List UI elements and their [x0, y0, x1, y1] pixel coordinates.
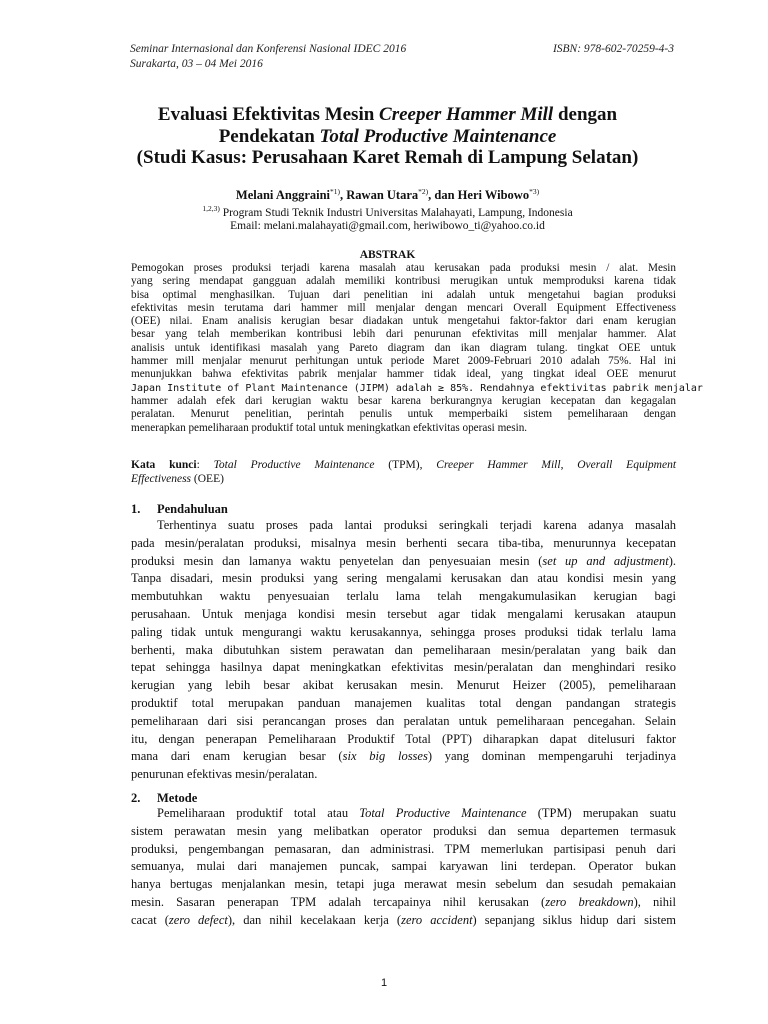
abstract-line: bisa optimal menghasilkan. Tujuan dari penelitian ini adalah untuk mengetahui bagian produksi: [131, 288, 676, 301]
author-superscript: *3): [529, 187, 540, 196]
title-text: dengan: [553, 104, 618, 125]
conference-location-date: Surakarta, 03 – 04 Mei 2016: [130, 58, 263, 70]
body-italic-text: Total Productive Maintenance: [359, 806, 527, 820]
body-line: kerugian yang lebih besar akibat kerusakan mesin. Menurut Heizer (2005), pemeliharaan: [131, 678, 676, 693]
keyword: Effectiveness: [131, 473, 192, 485]
page-number: 1: [380, 977, 388, 989]
section-body-metode: [131, 805, 676, 930]
affiliation-text: Program Studi Teknik Industri Universitas Malahayati, Lampung, Indonesia: [219, 206, 573, 219]
body-line: membutuhkan waktu penyesuaian terlalu lama telah mengakumulasikan kerugian bagi: [131, 589, 676, 604]
body-line: pemeliharaan dari sisi perancangan proses dan peralatan untuk pemeliharaan pencegahan. Selain: [131, 713, 676, 728]
keyword: Total Productive Maintenance: [213, 459, 375, 471]
body-line: penurunan efektivas mesin/peralatan.: [131, 767, 318, 782]
body-line: pada mesin/peralatan produksi, misalnya mesin berhenti secara tiba-tiba, menurunnya kecepatan: [131, 535, 676, 550]
keywords-label: Kata kunci: [131, 459, 197, 471]
body-text: Pemeliharaan produktif total atau: [157, 806, 360, 820]
keywords-line: [131, 458, 676, 472]
abstract-line: analisis untuk identifikasi masalah yang Pareto diagram dan ikan diagram tulang. tingkat OEE untuk: [131, 341, 676, 354]
abstract-line: besar yang telah memberikan kontribusi lebih dari penurunan efektivitas mill menjalar hammer. Alat: [131, 328, 676, 341]
body-italic-text: six big losses: [342, 749, 428, 764]
keywords-text: ,: [560, 459, 578, 471]
body-text: ) yang dominan mempengaruhi terjadinya: [427, 749, 677, 764]
author-affiliation: [110, 202, 665, 220]
section-title: Pendahuluan: [157, 502, 228, 516]
body-text: ), dan nihil kecelakaan kerja (: [227, 912, 402, 927]
section-title: Metode: [157, 791, 198, 805]
section-number: 1.: [131, 502, 141, 516]
body-text: cacat (: [131, 912, 169, 927]
abstract-line: yang sering mendapat gangguan adalah memiliki kontribusi merugikan untuk memproduksi karena tidak: [131, 275, 676, 288]
title-text: Pendekatan: [218, 125, 320, 147]
isbn: ISBN: 978-602-70259-4-3: [552, 43, 674, 55]
body-line: hanya bertugas menjalankan mesin, tetapi juga merawat mesin sebelum dan sesudah pemakaian: [131, 877, 676, 892]
abstract-line: hammer adalah efek dari kerugian waktu besar karena berkurangnya kerugian kecepatan dan kegagalan: [131, 394, 676, 407]
body-line: tepat sehingga hasilnya dapat meningkatkan efektivitas mesin/peralatan dan menghindari resiko: [131, 660, 676, 675]
keywords: [131, 458, 676, 486]
keywords-text: (TPM),: [374, 459, 437, 471]
abstract-body: [131, 262, 703, 435]
body-line: produksi, pengembangan pemasaran, dan administrasi. TPM memerlukan partisipasi penuh dari: [131, 841, 676, 856]
body-line: semuanya, mulai dari manajemen puncak, sampai karyawan lini terdepan. Operator bukan: [131, 859, 676, 874]
body-italic-text: set up and adjustment: [542, 553, 669, 568]
section-body-pendahuluan: [131, 517, 676, 784]
body-line: [131, 805, 676, 823]
title-italic-text: Creeper Hammer Mill: [379, 104, 554, 125]
body-line: Tanpa disadari, mesin produksi yang sering mengalami kerusakan dan atau kondisi mesin yang: [131, 571, 676, 586]
keywords-line: [131, 472, 676, 486]
body-text: (TPM) merupakan suatu: [526, 806, 676, 820]
conference-name: Seminar Internasional dan Konferensi Nasional IDEC 2016: [130, 43, 407, 55]
title-line-2: [110, 126, 665, 148]
title-line-1: [110, 104, 665, 126]
section-heading-metode: [131, 791, 197, 806]
body-line: sistem perawatan mesin yang melibatkan operator produksi dan semua departemen termasuk: [131, 823, 676, 838]
author-superscript: *1): [330, 187, 341, 196]
title-italic-text: Total Productive Maintenance: [319, 125, 557, 147]
body-line: berhenti, maka dibutuhkan sistem perawatan dan pemeliharaan mesin/peralatan yang baik dan: [131, 642, 676, 657]
body-italic-text: zero breakdown: [545, 894, 634, 909]
abstract-line: efektivitas mesin terutama dari hammer mill menjalar dengan mencari Overall Equipment Effectiveness: [131, 301, 676, 314]
body-line: Terhentinya suatu proses pada lantai produksi seringkali terjadi karena adanya masalah: [157, 518, 676, 532]
body-italic-text: zero accident: [401, 912, 473, 927]
body-text: ).: [668, 553, 676, 568]
author-list: [110, 184, 665, 203]
abstract-line: Pemogokan proses produksi terjadi karena masalah atau kerusakan pada produksi mesin / alat. Mesin: [131, 262, 676, 274]
abstract-line: menunjukkan bahwa efektivitas pabrik menjalar hammer tidak ideal, yang tingkat ideal OEE menurut: [131, 368, 676, 381]
body-line: [131, 912, 676, 930]
title-text: Evaluasi Efektivitas Mesin: [157, 104, 380, 125]
abstract-heading: ABSTRAK: [359, 249, 416, 261]
body-line: [131, 894, 676, 912]
affiliation-superscript: 1,2,3): [202, 204, 220, 213]
body-italic-text: zero defect: [168, 912, 228, 927]
body-line: perusahaan. Untuk menjaga kondisi mesin tersebut agar tidak mengalami kerusakan ataupun: [131, 606, 676, 621]
title-line-3: (Studi Kasus: Perusahaan Karet Remah di Lampung Selatan): [136, 147, 639, 168]
keywords-text: :: [196, 459, 214, 471]
keywords-text: (OEE): [191, 473, 224, 485]
body-line: produktif total merupakan panduan manajemen kualitas total dengan pandangan strategis: [131, 695, 676, 710]
abstract-line: peralatan. Menurut penelitian, perintah penulis untuk memperbaiki sistem pemeliharaan dengan: [131, 408, 676, 421]
body-line: [131, 748, 676, 766]
abstract-line: (OEE) nilai. Enam analisis kerugian besar diadakan untuk mengetahui faktor-faktor dari enam kerugian: [131, 315, 676, 328]
body-text: produksi mesin dan lamanya waktu penyetelan dan penyesuaian mesin (: [131, 553, 543, 568]
keyword: Overall Equipment: [577, 459, 677, 471]
paper-title: [110, 104, 665, 169]
running-header-left: [130, 42, 406, 72]
abstract-line: hammer mill menjalar menurut perhitungan untuk periode Maret 2009-Februari 2010 adalah 75%. Hal ini: [131, 355, 676, 368]
author-superscript: *2): [418, 187, 429, 196]
section-heading-pendahuluan: [131, 502, 228, 517]
keyword: Creeper Hammer Mill: [436, 459, 561, 471]
body-text: ), nihil: [633, 894, 676, 909]
body-line: paling tidak untuk mengurangi waktu kerusakannya, sehingga proses produksi tidak terlalu lama: [131, 624, 676, 639]
author-name: , Rawan Utara: [340, 188, 419, 203]
author-name: Melani Anggraini: [235, 188, 331, 203]
body-line: [131, 553, 676, 571]
abstract-line: menerapkan pemeliharaan produktif total untuk meningkatkan efektivitas operasi mesin.: [131, 421, 528, 434]
body-text: ) sepanjang siklus hidup dari sistem: [472, 912, 677, 927]
author-email: Email: melani.malahayati@gmail.com, heriwibowo_ti@yahoo.co.id: [230, 220, 545, 232]
section-number: 2.: [131, 791, 141, 805]
author-name: , dan Heri Wibowo: [428, 188, 530, 203]
body-text: mana dari enam kerugian besar (: [131, 749, 343, 764]
abstract-line: Japan Institute of Plant Maintenance (JIPM) adalah ≥ 85%. Rendahnya efektivitas pabrik menjalar: [131, 382, 703, 394]
body-text: mesin. Sasaran penerapan TPM adalah tercapainya nihil kerusakan (: [131, 894, 546, 909]
body-line: itu, dengan penerapan Pemeliharaan Produktif Total (PPT) diharapkan dapat ditelusuri faktor: [131, 731, 676, 746]
